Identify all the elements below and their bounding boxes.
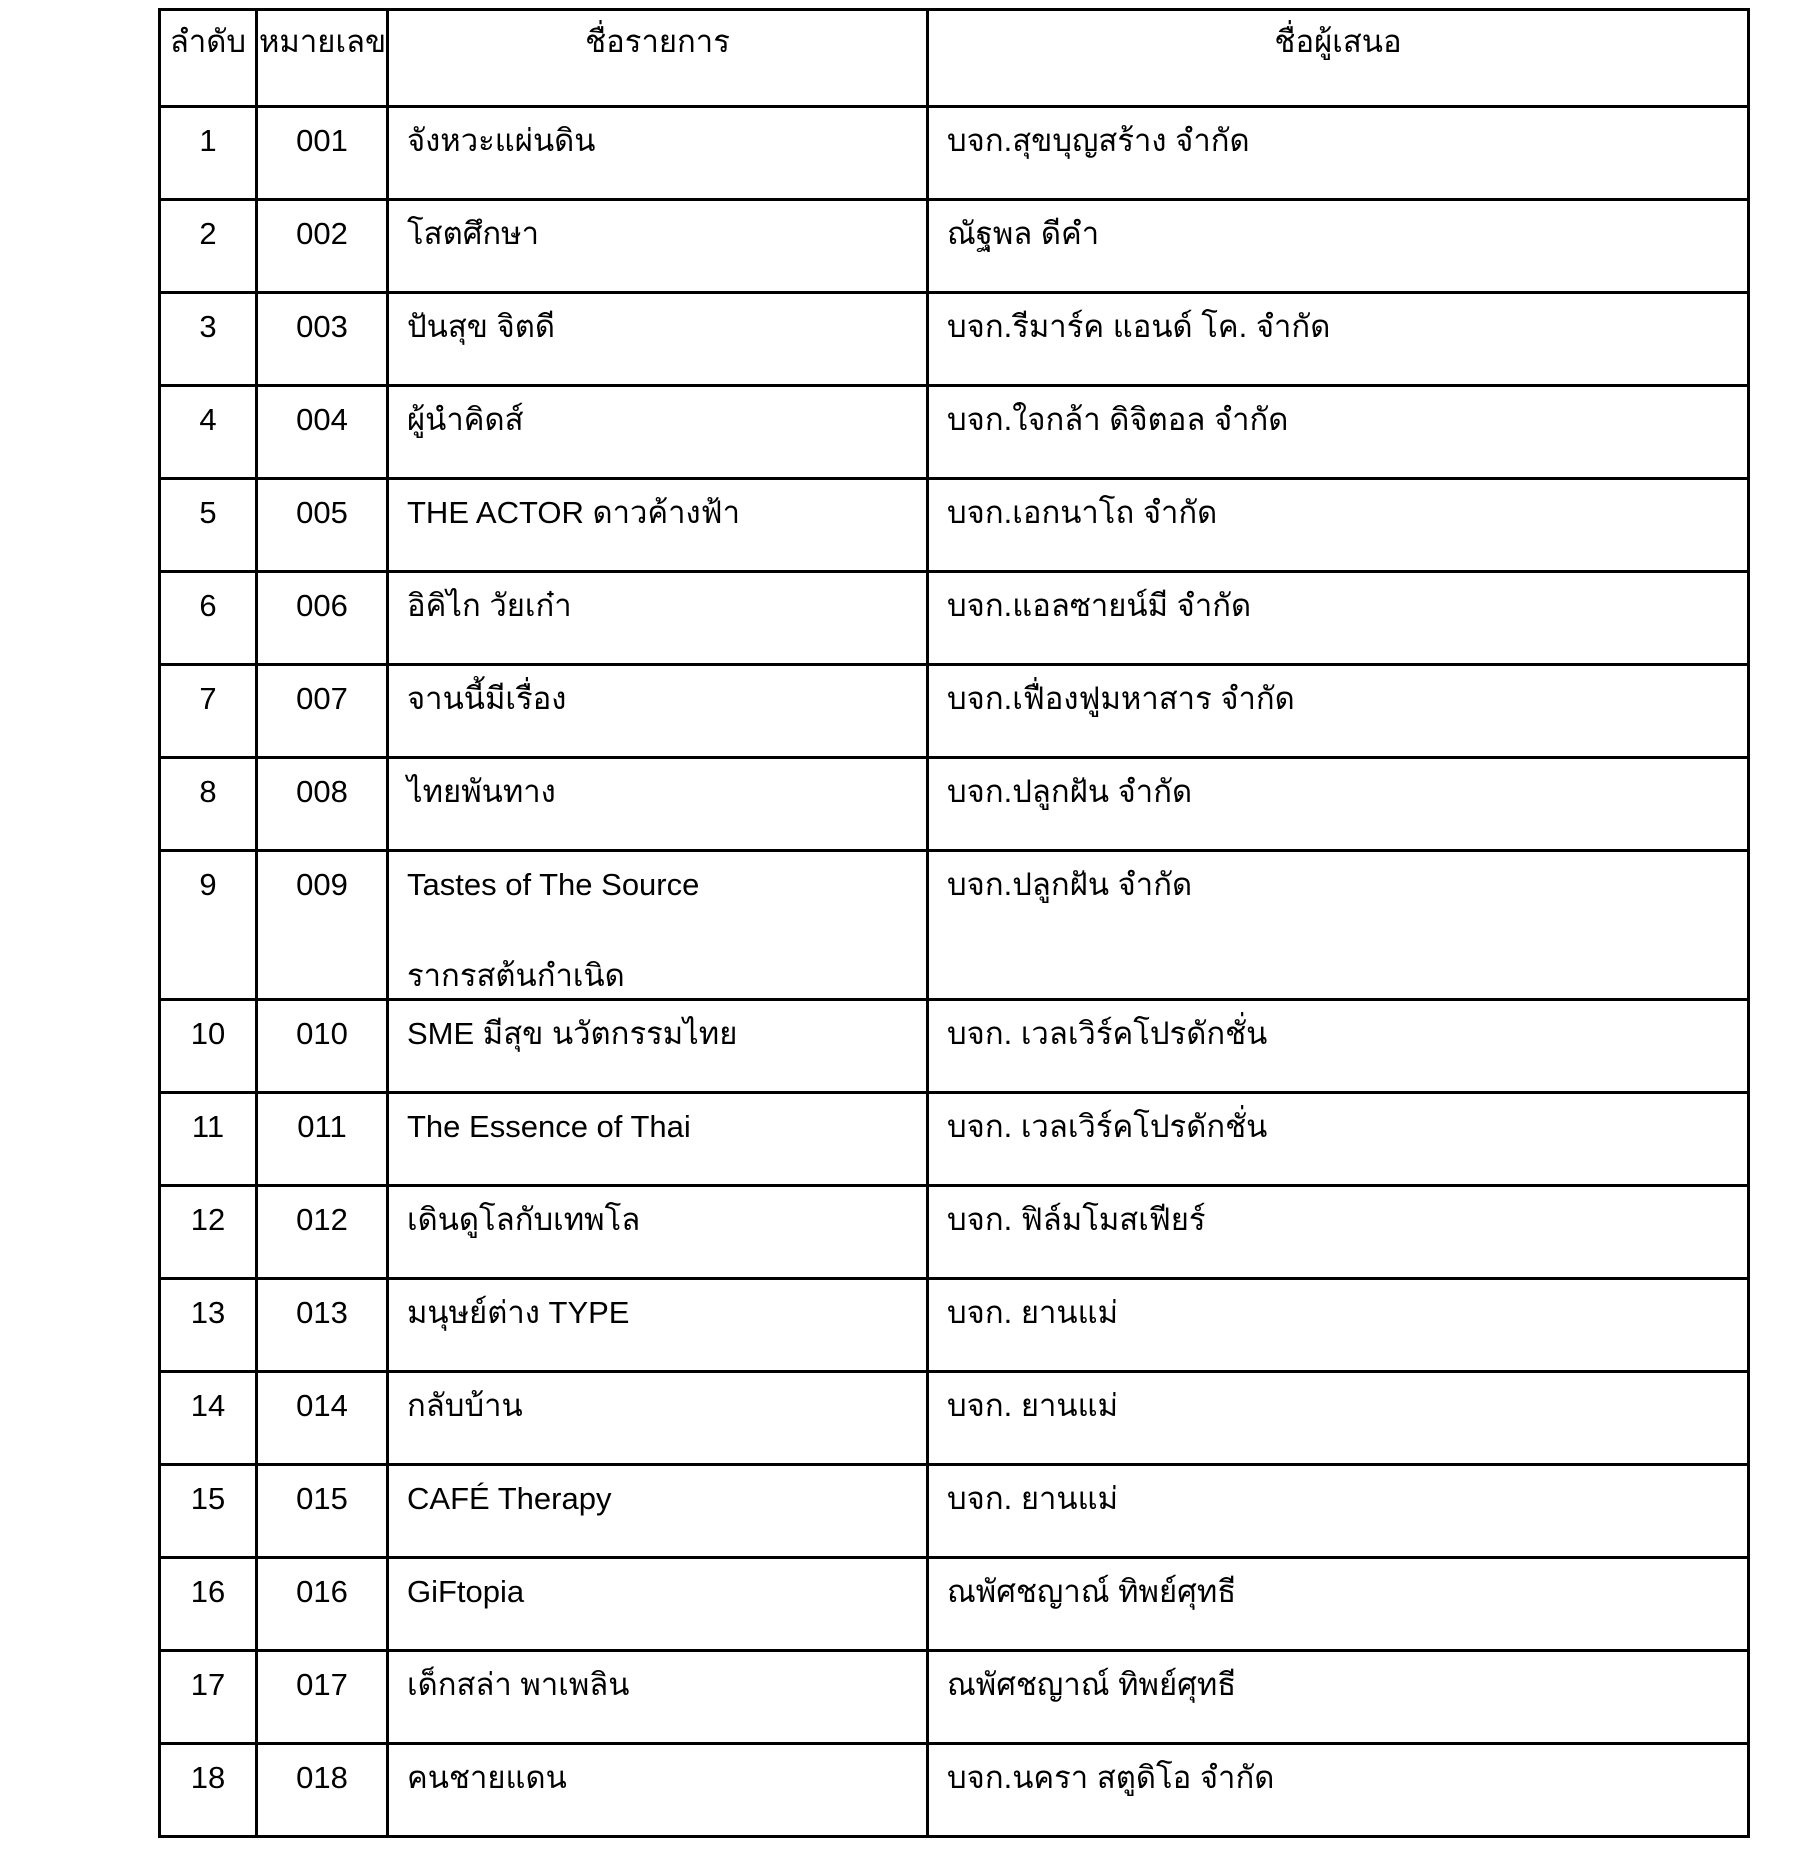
number-cell: 016 bbox=[257, 1558, 388, 1651]
number-cell: 013 bbox=[257, 1279, 388, 1372]
proposer-cell: ณพัศชญาณ์ ทิพย์ศุทธี bbox=[928, 1651, 1749, 1744]
table-row bbox=[160, 1558, 1749, 1651]
proposer-cell: บจก.รีมาร์ค แอนด์ โค. จำกัด bbox=[928, 293, 1749, 386]
order-cell: 1 bbox=[160, 107, 257, 200]
order-cell: 17 bbox=[160, 1651, 257, 1744]
title-cell bbox=[388, 758, 928, 851]
order-cell: 6 bbox=[160, 572, 257, 665]
title-line1: GiFtopia bbox=[407, 1574, 525, 1610]
proposer-cell: บจก. ยานแม่ bbox=[928, 1279, 1749, 1372]
title-cell bbox=[388, 1279, 928, 1372]
table-row bbox=[160, 479, 1749, 572]
column-header-order: ลำดับ bbox=[160, 10, 257, 107]
title-cell bbox=[388, 1465, 928, 1558]
number-cell: 001 bbox=[257, 107, 388, 200]
header-row bbox=[160, 10, 1749, 107]
title-cell bbox=[388, 107, 928, 200]
title-line1: ปันสุข จิตดี bbox=[407, 309, 556, 344]
title-line1: The Essence of Thai bbox=[407, 1109, 691, 1145]
number-cell: 017 bbox=[257, 1651, 388, 1744]
table-row bbox=[160, 1372, 1749, 1465]
number-cell: 018 bbox=[257, 1744, 388, 1837]
title-line1: ผู้นำคิดส์ bbox=[407, 402, 524, 437]
order-cell: 14 bbox=[160, 1372, 257, 1465]
order-cell: 2 bbox=[160, 200, 257, 293]
title-cell bbox=[388, 851, 928, 1000]
number-cell: 007 bbox=[257, 665, 388, 758]
column-header-proposer: ชื่อผู้เสนอ bbox=[928, 10, 1749, 107]
number-cell: 014 bbox=[257, 1372, 388, 1465]
proposer-cell: บจก.แอลซายน์มี จำกัด bbox=[928, 572, 1749, 665]
title-cell bbox=[388, 572, 928, 665]
proposer-cell: บจก.เฟื่องฟูมหาสาร จำกัด bbox=[928, 665, 1749, 758]
title-cell bbox=[388, 1093, 928, 1186]
table-row bbox=[160, 572, 1749, 665]
title-line1: โสตศึกษา bbox=[407, 216, 539, 251]
proposer-cell: บจก.ปลูกฝัน จำกัด bbox=[928, 758, 1749, 851]
title-line1: เด็กสล่า พาเพลิน bbox=[407, 1667, 630, 1703]
title-cell bbox=[388, 386, 928, 479]
proposer-cell: บจก. ฟิล์มโมสเฟียร์ bbox=[928, 1186, 1749, 1279]
title-line1: ไทยพันทาง bbox=[407, 774, 556, 809]
table-row bbox=[160, 851, 1749, 1000]
proposer-cell: ณัฐพล ดีคำ bbox=[928, 200, 1749, 293]
table-body bbox=[160, 107, 1749, 1837]
proposer-cell: บจก. เวลเวิร์คโปรดักชั่น bbox=[928, 1093, 1749, 1186]
order-cell: 3 bbox=[160, 293, 257, 386]
title-cell bbox=[388, 1000, 928, 1093]
order-cell: 4 bbox=[160, 386, 257, 479]
proposer-cell: บจก.ปลูกฝัน จำกัด bbox=[928, 851, 1749, 1000]
table-row bbox=[160, 1651, 1749, 1744]
title-line1: จานนี้มีเรื่อง bbox=[407, 681, 567, 716]
title-cell bbox=[388, 665, 928, 758]
title-cell bbox=[388, 479, 928, 572]
title-line1: เดินดูโลกับเทพโล bbox=[407, 1202, 641, 1238]
order-cell: 10 bbox=[160, 1000, 257, 1093]
table-row bbox=[160, 758, 1749, 851]
title-line1: คนชายแดน bbox=[407, 1760, 567, 1796]
title-line1: กลับบ้าน bbox=[407, 1388, 523, 1424]
table-row bbox=[160, 1465, 1749, 1558]
number-cell: 010 bbox=[257, 1000, 388, 1093]
order-cell: 11 bbox=[160, 1093, 257, 1186]
title-line1: CAFÉ Therapy bbox=[407, 1481, 612, 1517]
proposer-cell: บจก. เวลเวิร์คโปรดักชั่น bbox=[928, 1000, 1749, 1093]
title-cell bbox=[388, 200, 928, 293]
title-line1: อิคิไก วัยเก๋า bbox=[407, 588, 572, 623]
number-cell: 006 bbox=[257, 572, 388, 665]
order-cell: 8 bbox=[160, 758, 257, 851]
table-row bbox=[160, 1186, 1749, 1279]
proposer-cell: บจก.นครา สตูดิโอ จำกัด bbox=[928, 1744, 1749, 1837]
proposer-cell: บจก.สุขบุญสร้าง จำกัด bbox=[928, 107, 1749, 200]
table-row bbox=[160, 1279, 1749, 1372]
table-row bbox=[160, 107, 1749, 200]
table-row bbox=[160, 665, 1749, 758]
table-row bbox=[160, 386, 1749, 479]
title-cell bbox=[388, 1558, 928, 1651]
title-line1: SME มีสุข นวัตกรรมไทย bbox=[407, 1016, 738, 1052]
order-cell: 9 bbox=[160, 851, 257, 1000]
proposer-cell: ณพัศชญาณ์ ทิพย์ศุทธี bbox=[928, 1558, 1749, 1651]
number-cell: 011 bbox=[257, 1093, 388, 1186]
table-row bbox=[160, 200, 1749, 293]
title-line1: Tastes of The Source bbox=[407, 867, 700, 902]
program-proposal-table bbox=[158, 8, 1750, 1838]
number-cell: 009 bbox=[257, 851, 388, 1000]
title-cell bbox=[388, 1651, 928, 1744]
proposer-cell: บจก.เอกนาโถ จำกัด bbox=[928, 479, 1749, 572]
order-cell: 18 bbox=[160, 1744, 257, 1837]
title-cell bbox=[388, 1186, 928, 1279]
order-cell: 16 bbox=[160, 1558, 257, 1651]
proposer-cell: บจก. ยานแม่ bbox=[928, 1465, 1749, 1558]
title-line1: THE ACTOR ดาวค้างฟ้า bbox=[407, 495, 741, 530]
order-cell: 12 bbox=[160, 1186, 257, 1279]
number-cell: 003 bbox=[257, 293, 388, 386]
title-line1: มนุษย์ต่าง TYPE bbox=[407, 1295, 630, 1331]
number-cell: 008 bbox=[257, 758, 388, 851]
table-row bbox=[160, 1744, 1749, 1837]
column-header-title: ชื่อรายการ bbox=[388, 10, 928, 107]
order-cell: 5 bbox=[160, 479, 257, 572]
title-line2: รากรสต้นกำเนิด bbox=[407, 957, 625, 993]
proposer-cell: บจก. ยานแม่ bbox=[928, 1372, 1749, 1465]
proposer-cell: บจก.ใจกล้า ดิจิตอล จำกัด bbox=[928, 386, 1749, 479]
column-header-number: หมายเลข bbox=[257, 10, 388, 107]
number-cell: 012 bbox=[257, 1186, 388, 1279]
order-cell: 15 bbox=[160, 1465, 257, 1558]
order-cell: 13 bbox=[160, 1279, 257, 1372]
number-cell: 015 bbox=[257, 1465, 388, 1558]
table-row bbox=[160, 1093, 1749, 1186]
order-cell: 7 bbox=[160, 665, 257, 758]
number-cell: 004 bbox=[257, 386, 388, 479]
title-cell bbox=[388, 1744, 928, 1837]
table-row bbox=[160, 1000, 1749, 1093]
title-cell bbox=[388, 1372, 928, 1465]
title-cell bbox=[388, 293, 928, 386]
number-cell: 002 bbox=[257, 200, 388, 293]
number-cell: 005 bbox=[257, 479, 388, 572]
title-line1: จังหวะแผ่นดิน bbox=[407, 123, 596, 158]
table-row bbox=[160, 293, 1749, 386]
